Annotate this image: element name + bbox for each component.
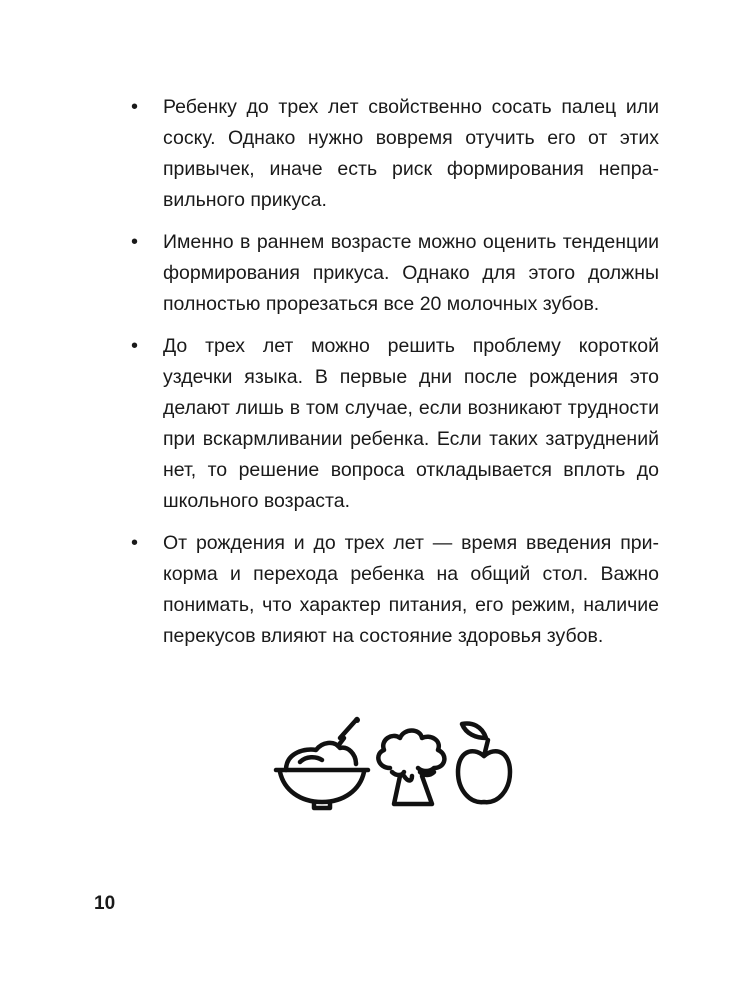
bullet-item: • От рождения и до трех лет — время введения прикорма и перехода ребенка на общий стол. Важно понимать, что характер питания, его режим, наличие перекусов влияют на состояние здоровья зубов.	[129, 528, 659, 652]
bullet-list	[129, 92, 659, 663]
page-number: 10	[94, 893, 116, 914]
bullet-item: • До трех лет можно решить проблему короткой уздечки языка. В первые дни после рождения это делают лишь в том случае, если возникают трудности при вскармливании ребенка. Если таких затруднений нет, то решение вопроса откладывается вплоть до школьного возраста.	[129, 331, 659, 517]
apple-icon	[458, 724, 510, 803]
food-illustration	[272, 716, 522, 816]
bullet-item: • Ребенку до трех лет свойственно сосать палец или соску. Однако нужно вовремя отучить его от этих привычек, иначе есть риск формирования неправильного прикуса.	[129, 92, 659, 216]
porridge-bowl-icon	[276, 717, 368, 808]
bullet-item: • Именно в раннем возрасте можно оценить тенденции формирования прикуса. Однако для этого должны полностью прорезаться все 20 молочных зубов.	[129, 227, 659, 320]
broccoli-icon	[378, 731, 444, 805]
